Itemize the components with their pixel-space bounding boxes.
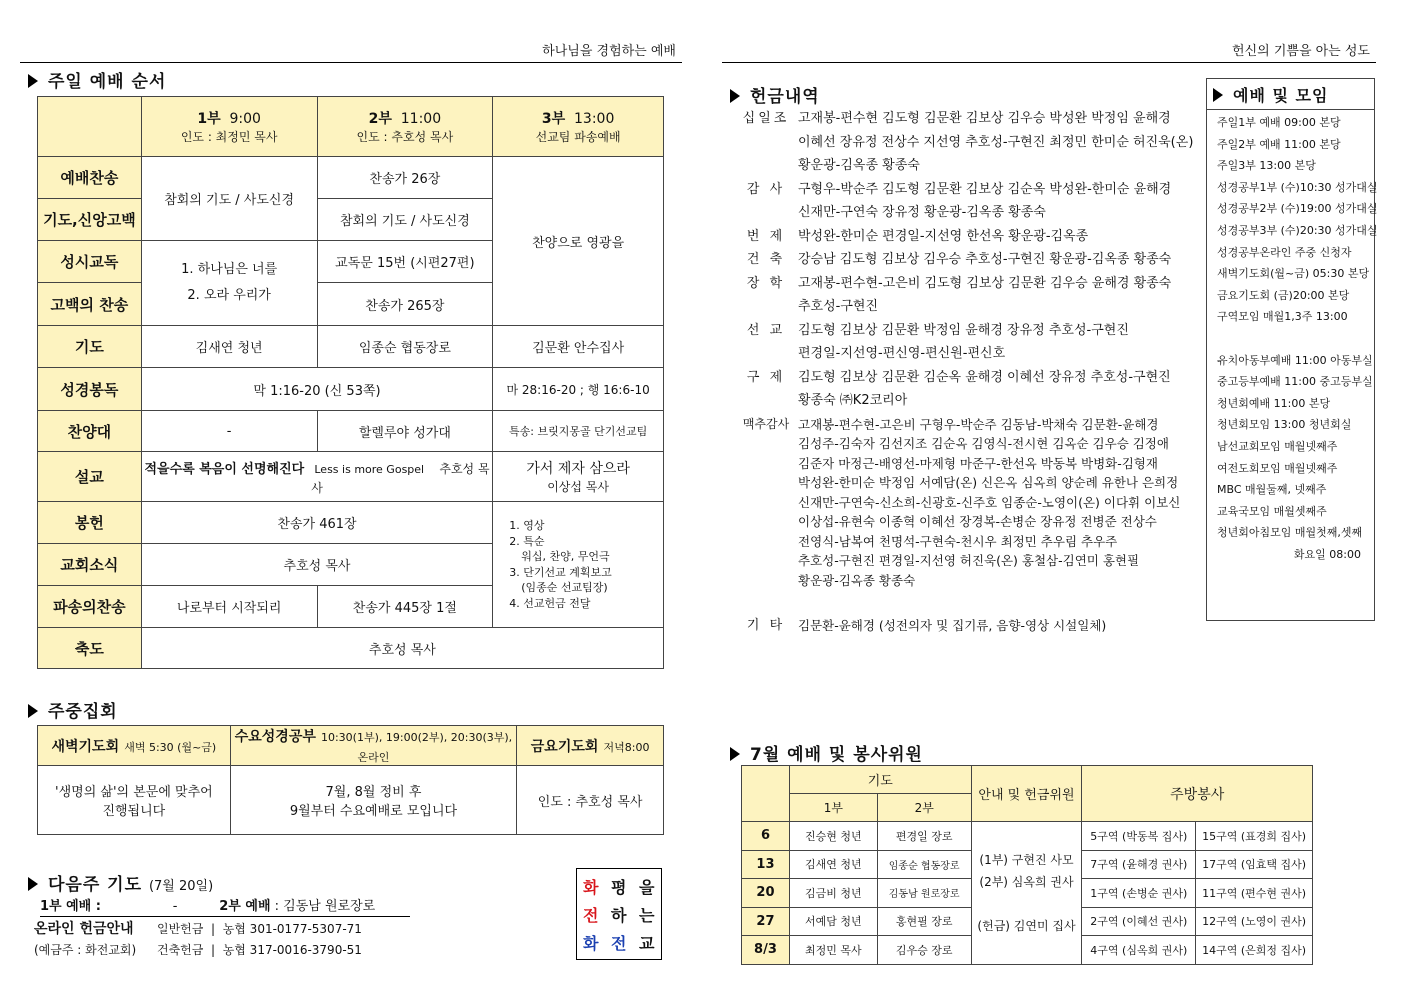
row-label-offering: 봉헌 (38, 502, 142, 544)
row-label-choir: 찬양대 (38, 411, 142, 452)
meetings-title: 예배 및 모임 (1207, 79, 1374, 110)
duty-ushers: (1부) 구현진 사모 (2부) 심옥희 권사 (헌금) 김연미 집사 (971, 822, 1082, 965)
s2-psalm: 교독문 15번 (시편27편) (317, 241, 493, 283)
benediction: 추호성 목사 (141, 628, 663, 669)
duty-date: 13 (742, 850, 790, 879)
duty-k2: 11구역 (편수현 권사) (1196, 879, 1313, 908)
offering-row: 번 제 박성완-한미순 편경일-지선영 한선옥 황운광-김옥종 (746, 228, 1089, 244)
sending-2: 찬송가 445장 1절 (317, 586, 493, 628)
duty-p1: 김새연 청년 (789, 850, 877, 879)
offering-row: 감 사 구형우-박순주 김도형 김문환 김보상 김순옥 박성완-한미순 윤해경 신재만-구연숙 장유정 황운광-김옥종 황종숙 (746, 181, 1172, 220)
right-header-rule (722, 62, 1376, 63)
s3-program: 1. 영상 2. 특순 워십, 찬양, 무언극 3. 단기선교 계획보고 (임종순 선교팀장) 4. 선교헌금 전달 (493, 502, 664, 628)
offering-row: 장 학 고재봉-편수현-고은비 김도형 김보상 김문환 김우승 윤해경 황종숙 추호성-구현진 (746, 275, 1172, 314)
meeting-item: 구역모임 매월1,3주 13:00 (1217, 310, 1348, 324)
meeting-item: 성경공부1부 (수)10:30 성가대실 (1217, 180, 1378, 194)
duty-date: 27 (742, 907, 790, 936)
meeting-item: 청년회아침모임 매월첫째,셋째 (1217, 526, 1363, 540)
meetings-list (1207, 110, 1378, 565)
triangle-bullet-icon (28, 877, 38, 891)
row-label-sending-hymn: 파송의찬송 (38, 586, 142, 628)
offering-row: 선 교 김도형 김보상 김문환 박정임 윤해경 장유정 추호성-구현진 편경일-지선영-편신영-편신원-편신호 (746, 322, 1129, 361)
duty-p2: 홍현필 장로 (877, 907, 971, 936)
sermon-12: 적을수록 복음이 선명해진다 Less is more Gospel 추호성 목사 (141, 452, 492, 502)
s3-praise-block: 찬양으로 영광을 (493, 157, 664, 326)
row-label-benediction: 축도 (38, 628, 142, 669)
july-duty-title: 7월 예배 및 봉사위원 (730, 740, 923, 765)
duty-k1: 7구역 (윤해경 권사) (1082, 850, 1196, 879)
meeting-item: 주일1부 예배 09:00 본당 (1217, 116, 1341, 129)
meeting-item: 청년회모임 13:00 청년회실 (1217, 418, 1352, 432)
duty-p1: 김금비 청년 (789, 879, 877, 908)
duty-k2: 17구역 (임효택 집사) (1196, 850, 1313, 879)
dawn-body: '생명의 삶'의 본문에 맞추어 진행됩니다 (38, 766, 231, 835)
duty-date: 8/3 (742, 936, 790, 965)
row-label-sermon: 설교 (38, 452, 142, 502)
meeting-item: 성경공부2부 (수)19:00 성가대실 (1217, 202, 1378, 216)
wed-body: 7월, 8월 정비 후 9월부터 수요예배로 모입니다 (230, 766, 517, 835)
meeting-item: 화요일 08:00 (1217, 547, 1361, 561)
duty-p2: 김우승 장로 (877, 936, 971, 965)
offerings-list (734, 107, 1204, 638)
row-label-psalm: 성시교독 (38, 241, 142, 283)
fri-header: 금요기도회 저녁8:00 (517, 726, 664, 766)
meetings-box (1206, 78, 1378, 621)
duty-k1: 4구역 (심옥희 권사) (1082, 936, 1196, 965)
s3-prayer: 김문환 안수집사 (493, 326, 664, 368)
wed-header: 수요성경공부 10:30(1부), 19:00(2부), 20:30(3부), 온라인 (230, 726, 517, 766)
s2-prayer-creed: 참회의 기도 / 사도신경 (317, 199, 493, 241)
triangle-bullet-icon (730, 89, 740, 103)
general-offering-line: 일반헌금 | 농협 301-0177-5307-71 (157, 922, 362, 936)
row-label-prayer: 기도 (38, 326, 142, 368)
table-corner (38, 97, 142, 157)
meeting-item: 성경공부3부 (수)20:30 성가대실 (1217, 223, 1378, 237)
s2-choir: 할렐루야 성가대 (317, 411, 493, 452)
s1-choir: - (141, 411, 317, 452)
duty-k1: 5구역 (박동복 집사) (1082, 822, 1196, 851)
meeting-item: 주일3부 13:00 본당 (1217, 159, 1316, 173)
service-2-header: 2부 11:00 인도 : 추호성 목사 (317, 97, 493, 157)
meeting-item: 청년회예배 11:00 본당 (1217, 396, 1331, 410)
s1-creed: 참회의 기도 / 사도신경 (141, 157, 317, 241)
duty-k2: 12구역 (노영이 권사) (1196, 907, 1313, 936)
offerings-title: 헌금내역 (730, 82, 820, 107)
online-offering-holder: (예금주 : 화전교회) (34, 943, 137, 957)
row-label-news: 교회소식 (38, 544, 142, 586)
s3-choir: 특송: 브릿지몽골 단기선교팀 (493, 411, 664, 452)
triangle-bullet-icon (28, 74, 38, 88)
row-label-scripture: 성경봉독 (38, 368, 142, 411)
duty-date: 6 (742, 822, 790, 851)
duty-p1: 서예담 청년 (789, 907, 877, 936)
duty-prayer-header: 기도 (789, 766, 971, 794)
meeting-item: 새벽기도회(월~금) 05:30 본당 (1217, 267, 1370, 281)
offering-row: 십일조 고재봉-편수현 김도형 김문환 김보상 김우승 박성완 박정임 윤해경 이혜선 장유정 전상수 지선영 추호성-구현진 최정민 한미순 허진욱(온) 황운광-김옥종 황종숙 (742, 111, 1194, 173)
duty-p2: 편경일 장로 (877, 822, 971, 851)
church-logo: 화 평 을 전 하 는 화 전 교 (576, 868, 662, 960)
meeting-item: 유치아동부예배 11:00 아동부실 (1217, 353, 1373, 367)
duty-p1: 최정민 목사 (789, 936, 877, 965)
duty-k2: 15구역 (표경희 집사) (1196, 822, 1313, 851)
duty-k2: 14구역 (은희정 집사) (1196, 936, 1313, 965)
duty-p1: 진승현 청년 (789, 822, 877, 851)
service-1-header: 1부 9:00 인도 : 최정민 목사 (141, 97, 317, 157)
offering-row: 구 제 김도형 김보상 김문환 김순옥 윤해경 이혜선 장유정 추호성-구현진 황종숙 ㈜K2코리아 (746, 369, 1171, 408)
meeting-spacer (1217, 328, 1374, 350)
row-label-confession-hymn: 고백의 찬송 (38, 283, 142, 326)
duty-k1: 1구역 (손병순 권사) (1082, 879, 1196, 908)
meeting-item: 여전도회모임 매월넷째주 (1217, 461, 1338, 475)
s2-confession-hymn: 찬송가 265장 (317, 283, 493, 326)
weekday-table (37, 725, 664, 835)
duty-p2: 김동남 원로장로 (877, 879, 971, 908)
s1-prayer: 김새연 청년 (141, 326, 317, 368)
row-label-prayer-creed: 기도,신앙고백 (38, 199, 142, 241)
s2-praise: 찬송가 26장 (317, 157, 493, 199)
s1-songs: 1. 하나님은 너를 2. 오라 우리가 (141, 241, 317, 326)
duty-kitchen-header: 주방봉사 (1082, 766, 1313, 822)
duty-usher-header: 안내 및 헌금위원 (971, 766, 1082, 822)
scripture-12: 막 1:16-20 (신 53쪽) (141, 368, 492, 411)
duty-date: 20 (742, 879, 790, 908)
row-label-praise: 예배찬송 (38, 157, 142, 199)
s3-scripture: 마 28:16-20 ; 행 16:6-10 (493, 368, 664, 411)
meeting-item: 교육국모임 매월셋째주 (1217, 504, 1327, 518)
s3-sermon: 가서 제자 삼으라 이상섭 목사 (493, 452, 664, 502)
duty-p2: 임종순 협동장로 (877, 850, 971, 879)
duty-second-header: 2부 (877, 794, 971, 822)
offering-row: 맥추감사 고재봉-편수현-고은비 구형우-박순주 김동남-박채숙 김문환-윤해경 김성주-김숙자 김선지조 김순옥 김영식-전시현 김옥순 김우승 김정애 김준자 마정근-배영선-마제형 마준구-한선옥 박동복 박병화-김형재 박성완-한미순 박정임 서예담(온) 신은옥 심옥희 양순례 유한나 은희정 신재만-구연숙-신소희-신광호-신주호 임종순-노영이(온) 이다휘 이보신 이상섭-유현숙 이종혁 이혜선 장경복-손병순 장유정 전병준 전상수 전영식-남복여 천명석-구현숙-천시우 최정민 추우림 추우주 추호성-구현진 편경일-지선영 허진욱(온) 홍철삼-김연미 홍현필 황운광-김옥종 황종숙 (742, 416, 1181, 588)
meeting-item: 중고등부예배 11:00 중고등부실 (1217, 375, 1373, 389)
duty-k1: 2구역 (이혜선 권사) (1082, 907, 1196, 936)
right-page-header: 헌신의 기쁨을 아는 성도 (1232, 44, 1370, 59)
next-prayer-line: 1부 예배 : - 2부 예배 : 김동남 원로장로 (40, 895, 410, 917)
duty-first-header: 1부 (789, 794, 877, 822)
meeting-item: 주일2부 예배 11:00 본당 (1217, 137, 1341, 151)
service-3-header: 3부 13:00 선교팀 파송예배 (493, 97, 664, 157)
news: 추호성 목사 (141, 544, 492, 586)
offering-row: 기 타 김문환-윤해경 (성전의자 및 집기류, 음향-영상 시설일체) (746, 618, 1107, 633)
online-offering-title: 온라인 헌금안내 (34, 921, 134, 937)
triangle-bullet-icon (28, 704, 38, 718)
fri-body: 인도 : 추호성 목사 (517, 766, 664, 835)
sending-1: 나로부터 시작되리 (141, 586, 317, 628)
left-header-rule (20, 62, 682, 63)
meeting-item: 금요기도회 (금)20:00 본당 (1217, 288, 1350, 302)
meeting-item: 남선교회모임 매월넷째주 (1217, 439, 1338, 453)
duty-corner (742, 766, 790, 822)
worship-order-title: 주일 예배 순서 (28, 67, 166, 92)
building-offering-line: 건축헌금 | 농협 317-0016-3790-51 (157, 943, 362, 957)
next-prayer-title: 다음주 기도 (7월 20일) (28, 870, 213, 895)
meeting-item: 성경공부온라인 주중 신청자 (1217, 245, 1352, 259)
july-duty-table (741, 765, 1313, 965)
weekday-title: 주중집회 (28, 697, 118, 722)
left-page-header: 하나님을 경험하는 예배 (542, 44, 676, 59)
s2-prayer: 임종순 협동장로 (317, 326, 493, 368)
meeting-item: MBC 매월둘째, 넷째주 (1217, 483, 1327, 497)
triangle-bullet-icon (730, 747, 740, 761)
offering-row: 건 축 강승남 김도형 김보상 김우승 추호성-구현진 황운광-김옥종 황종숙 (746, 252, 1172, 267)
worship-order-table (37, 96, 664, 669)
dawn-header: 새벽기도회 새벽 5:30 (월~금) (38, 726, 231, 766)
triangle-bullet-icon (1213, 88, 1223, 102)
offering-hymn: 찬송가 461장 (141, 502, 492, 544)
